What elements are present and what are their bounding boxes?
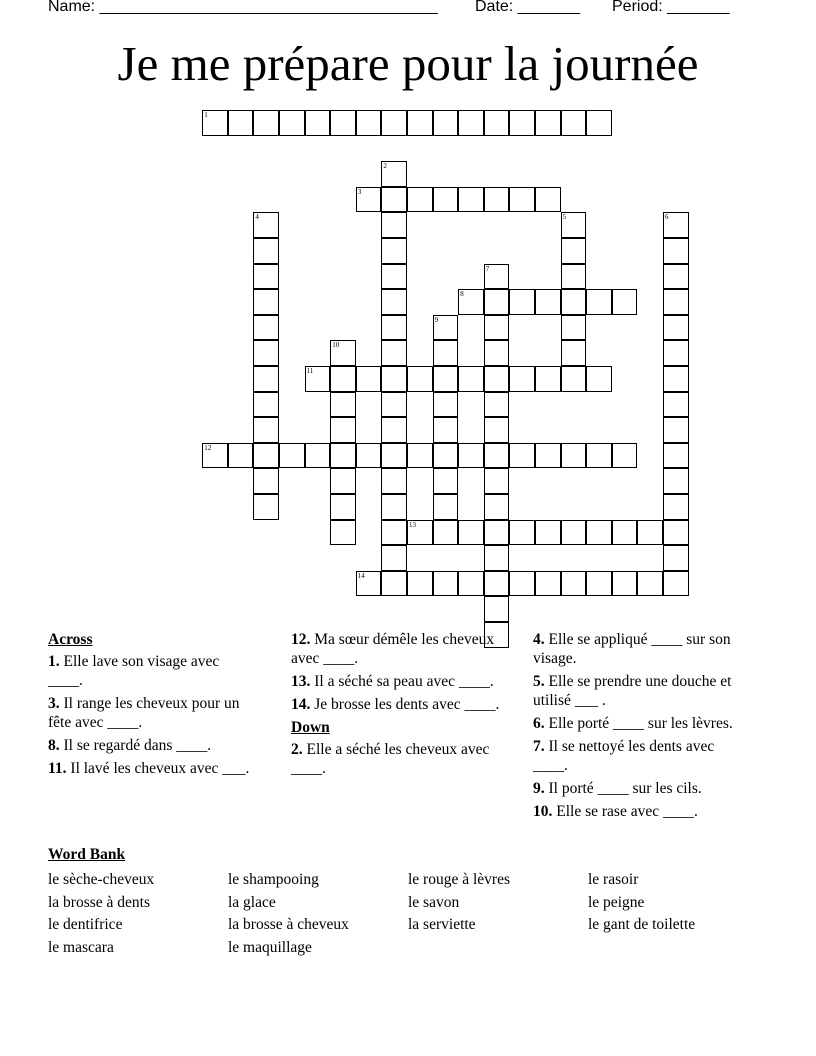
across-clues	[48, 630, 258, 782]
clue-number: 8	[460, 290, 464, 299]
crossword-cell[interactable]	[663, 366, 689, 392]
crossword-cell[interactable]	[509, 520, 535, 546]
crossword-cell[interactable]	[663, 289, 689, 315]
crossword-cell[interactable]	[253, 392, 279, 418]
down-heading: Down	[291, 719, 330, 736]
crossword-cell[interactable]	[663, 315, 689, 341]
crossword-cell[interactable]	[433, 443, 459, 469]
crossword-cell[interactable]	[561, 366, 587, 392]
crossword-cell[interactable]	[433, 110, 459, 136]
crossword-cell[interactable]	[433, 417, 459, 443]
across-heading: Across	[48, 631, 93, 648]
crossword-cell[interactable]	[484, 315, 510, 341]
crossword-cell[interactable]	[561, 212, 587, 238]
crossword-cell[interactable]	[458, 187, 484, 213]
crossword-cell[interactable]	[663, 468, 689, 494]
clue-across-8: 8. Il se regardé dans ____.	[48, 737, 212, 754]
word-bank-column-3	[408, 869, 510, 937]
crossword-cell[interactable]	[458, 443, 484, 469]
crossword-cell[interactable]	[484, 545, 510, 571]
crossword-cell[interactable]	[484, 264, 510, 290]
crossword-cell[interactable]	[253, 212, 279, 238]
crossword-cell[interactable]	[509, 366, 535, 392]
crossword-cell[interactable]	[663, 520, 689, 546]
crossword-cell[interactable]	[279, 110, 305, 136]
crossword-cell[interactable]	[381, 264, 407, 290]
crossword-cell[interactable]	[561, 110, 587, 136]
clue-number: 13	[409, 520, 416, 529]
crossword-cell[interactable]	[433, 571, 459, 597]
crossword-cell[interactable]	[381, 315, 407, 341]
crossword-cell[interactable]	[381, 392, 407, 418]
crossword-cell[interactable]	[202, 443, 228, 469]
crossword-cell[interactable]	[381, 366, 407, 392]
crossword-cell[interactable]	[381, 468, 407, 494]
crossword-cell[interactable]	[356, 443, 382, 469]
crossword-cell[interactable]	[484, 571, 510, 597]
word-bank-column-1	[48, 869, 154, 959]
clue-number: 2	[383, 162, 387, 171]
crossword-cell[interactable]	[663, 494, 689, 520]
crossword-cell[interactable]	[253, 468, 279, 494]
crossword-cell[interactable]	[253, 340, 279, 366]
crossword-cell[interactable]	[356, 110, 382, 136]
crossword-cell[interactable]	[637, 520, 663, 546]
crossword-cell[interactable]	[305, 443, 331, 469]
crossword-cell[interactable]	[484, 187, 510, 213]
crossword-cell[interactable]	[484, 110, 510, 136]
crossword-cell[interactable]	[586, 110, 612, 136]
crossword-cell[interactable]	[305, 366, 331, 392]
crossword-cell[interactable]	[330, 366, 356, 392]
crossword-cell[interactable]	[381, 161, 407, 187]
crossword-cell[interactable]	[433, 340, 459, 366]
crossword-cell[interactable]	[458, 520, 484, 546]
crossword-cell[interactable]	[561, 238, 587, 264]
crossword-cell[interactable]	[535, 443, 561, 469]
crossword-cell[interactable]	[381, 110, 407, 136]
crossword-cell[interactable]	[381, 571, 407, 597]
crossword-cell[interactable]	[381, 417, 407, 443]
clue-number: 4	[255, 213, 259, 222]
crossword-cell[interactable]	[484, 417, 510, 443]
crossword-cell[interactable]	[433, 392, 459, 418]
crossword-cell[interactable]	[561, 289, 587, 315]
word-bank-item: le dentifrice	[48, 916, 123, 934]
crossword-cell[interactable]	[663, 392, 689, 418]
word-bank-heading: Word Bank	[48, 846, 126, 863]
clue-number: 9	[434, 315, 439, 324]
word-bank-item: la serviette	[408, 916, 476, 934]
middle-clues	[291, 630, 501, 782]
crossword-cell[interactable]	[330, 340, 356, 366]
crossword-cell[interactable]	[407, 520, 433, 546]
crossword-cell[interactable]	[330, 392, 356, 418]
clue-number: 12	[204, 443, 212, 452]
clue-number: 14	[357, 571, 365, 580]
crossword-cell[interactable]	[381, 545, 407, 571]
crossword-cell[interactable]	[202, 110, 228, 136]
crossword-cell[interactable]	[330, 520, 356, 546]
clue-number: 10	[332, 341, 340, 350]
crossword-cell[interactable]	[509, 110, 535, 136]
clue-down-2: 2. Elle a séché les cheveux avec ____.	[291, 741, 490, 777]
crossword-cell[interactable]	[663, 443, 689, 469]
crossword-cell[interactable]	[586, 366, 612, 392]
crossword-cell[interactable]	[381, 238, 407, 264]
crossword-cell[interactable]	[407, 366, 433, 392]
crossword-cell[interactable]	[612, 520, 638, 546]
crossword-cell[interactable]	[253, 264, 279, 290]
crossword-cell[interactable]	[663, 212, 689, 238]
clue-down-9: 9. Il porté ____ sur les cils.	[533, 780, 702, 797]
crossword-cell[interactable]	[509, 571, 535, 597]
crossword-cell[interactable]	[356, 187, 382, 213]
crossword-cell[interactable]	[253, 417, 279, 443]
down-clues	[533, 630, 748, 825]
word-bank-item: le mascara	[48, 938, 114, 956]
crossword-cell[interactable]	[228, 443, 254, 469]
crossword-cell[interactable]	[356, 571, 382, 597]
clue-number: 11	[306, 367, 314, 375]
crossword-cell[interactable]	[612, 571, 638, 597]
crossword-cell[interactable]	[561, 571, 587, 597]
crossword-cell[interactable]	[586, 289, 612, 315]
crossword-cell[interactable]	[458, 289, 484, 315]
crossword-cell[interactable]	[586, 520, 612, 546]
crossword-cell[interactable]	[561, 520, 587, 546]
crossword-cell[interactable]	[407, 187, 433, 213]
crossword-cell[interactable]	[484, 340, 510, 366]
crossword-cell[interactable]	[330, 494, 356, 520]
crossword-cell[interactable]	[509, 187, 535, 213]
crossword-cell[interactable]	[330, 417, 356, 443]
clue-number: 1	[204, 111, 208, 119]
word-bank-item: le savon	[408, 893, 460, 911]
crossword-cell[interactable]	[586, 443, 612, 469]
clue-across-13: 13. Il a séché sa peau avec ____.	[291, 673, 494, 690]
clue-number: 5	[562, 213, 567, 222]
crossword-cell[interactable]	[535, 110, 561, 136]
crossword-cell[interactable]	[407, 443, 433, 469]
crossword-cell[interactable]	[381, 443, 407, 469]
word-bank-item: le sèche-cheveux	[48, 871, 155, 888]
crossword-cell[interactable]	[663, 264, 689, 290]
crossword-cell[interactable]	[612, 289, 638, 315]
date-field: Date: _______	[475, 0, 580, 15]
clue-number: 3	[357, 187, 362, 196]
crossword-cell[interactable]	[433, 468, 459, 494]
crossword-cell[interactable]	[586, 571, 612, 597]
clue-across-3: 3. Il range les cheveux pour un fête avec ____.	[48, 695, 240, 731]
crossword-cell[interactable]	[535, 289, 561, 315]
crossword-cell[interactable]	[663, 417, 689, 443]
crossword-cell[interactable]	[509, 289, 535, 315]
crossword-cell[interactable]	[381, 520, 407, 546]
crossword-cell[interactable]	[433, 366, 459, 392]
crossword-cell[interactable]	[535, 187, 561, 213]
crossword-cell[interactable]	[381, 494, 407, 520]
clue-across-11: 11. Il lavé les cheveux avec ___.	[48, 760, 250, 777]
crossword-cell[interactable]	[433, 520, 459, 546]
word-bank-item: le rasoir	[588, 871, 639, 888]
crossword-cell[interactable]	[484, 520, 510, 546]
clue-down-6: 6. Elle porté ____ sur les lèvres.	[533, 715, 733, 732]
crossword-cell[interactable]	[509, 443, 535, 469]
crossword-cell[interactable]	[484, 443, 510, 469]
clue-across-14: 14. Je brosse les dents avec ____.	[291, 696, 500, 713]
name-field: Name: ______________________________________	[48, 0, 438, 15]
period-field: Period: _______	[612, 0, 730, 15]
crossword-cell[interactable]	[484, 596, 510, 622]
crossword-cell[interactable]	[663, 545, 689, 571]
crossword-cell[interactable]	[561, 443, 587, 469]
crossword-cell[interactable]	[484, 366, 510, 392]
crossword-cell[interactable]	[433, 494, 459, 520]
word-bank-column-2	[228, 869, 349, 959]
crossword-cell[interactable]	[330, 468, 356, 494]
crossword-cell[interactable]	[458, 110, 484, 136]
clue-down-4: 4. Elle se appliqué ____ sur son visage.	[533, 631, 731, 667]
page-title: Je me prépare pour la journée	[117, 36, 699, 91]
crossword-cell[interactable]	[458, 571, 484, 597]
crossword-cell[interactable]	[561, 264, 587, 290]
crossword-cell[interactable]	[663, 340, 689, 366]
clue-down-7: 7. Il se nettoyé les dents avec ____.	[533, 738, 715, 774]
crossword-cell[interactable]	[253, 315, 279, 341]
crossword-cell[interactable]	[228, 110, 254, 136]
word-bank-item: la glace	[228, 893, 276, 911]
crossword-cell[interactable]	[253, 494, 279, 520]
word-bank-item: la brosse à dents	[48, 893, 151, 911]
word-bank-column-4	[588, 869, 695, 937]
crossword-cell[interactable]	[253, 110, 279, 136]
clue-number: 7	[485, 264, 490, 273]
crossword-cell[interactable]	[279, 443, 305, 469]
crossword-cell[interactable]	[253, 443, 279, 469]
clue-down-10: 10. Elle se rase avec ____.	[533, 803, 698, 820]
crossword-cell[interactable]	[637, 571, 663, 597]
crossword-cell[interactable]	[407, 110, 433, 136]
crossword-cell[interactable]	[484, 392, 510, 418]
crossword-cell[interactable]	[561, 340, 587, 366]
clue-across-1: 1. Elle lave son visage avec ____.	[48, 653, 220, 689]
crossword-cell[interactable]	[330, 110, 356, 136]
clue-number: 6	[665, 213, 669, 222]
crossword-cell[interactable]	[433, 187, 459, 213]
crossword-cell[interactable]	[535, 571, 561, 597]
word-bank-item: le shampooing	[228, 871, 319, 888]
crossword-cell[interactable]	[253, 238, 279, 264]
crossword-cell[interactable]	[381, 289, 407, 315]
crossword-cell[interactable]	[561, 315, 587, 341]
crossword-cell[interactable]	[484, 289, 510, 315]
word-bank-item: le rouge à lèvres	[408, 871, 510, 888]
crossword-cell[interactable]	[381, 340, 407, 366]
word-bank-item: la brosse à cheveux	[228, 916, 349, 934]
clue-down-5: 5. Elle se prendre une douche et utilisé ___ .	[533, 673, 732, 709]
crossword-cell[interactable]	[663, 571, 689, 597]
crossword-cell[interactable]	[612, 443, 638, 469]
crossword-cell[interactable]	[535, 520, 561, 546]
crossword-cell[interactable]	[484, 468, 510, 494]
crossword-cell[interactable]	[381, 187, 407, 213]
crossword-cell[interactable]	[330, 443, 356, 469]
crossword-cell[interactable]	[253, 289, 279, 315]
word-bank-item: le peigne	[588, 893, 645, 911]
clue-across-12: 12. Ma sœur démêle les cheveux avec ____.	[291, 631, 495, 667]
crossword-cell[interactable]	[381, 212, 407, 238]
crossword-cell[interactable]	[663, 238, 689, 264]
crossword-cell[interactable]	[407, 571, 433, 597]
crossword-cell[interactable]	[356, 366, 382, 392]
word-bank-item: le maquillage	[228, 938, 312, 956]
word-bank-item: le gant de toilette	[588, 916, 696, 934]
crossword-cell[interactable]	[305, 110, 331, 136]
crossword-cell[interactable]	[433, 315, 459, 341]
crossword-cell[interactable]	[458, 366, 484, 392]
crossword-cell[interactable]	[535, 366, 561, 392]
crossword-cell[interactable]	[484, 494, 510, 520]
crossword-cell[interactable]	[253, 366, 279, 392]
